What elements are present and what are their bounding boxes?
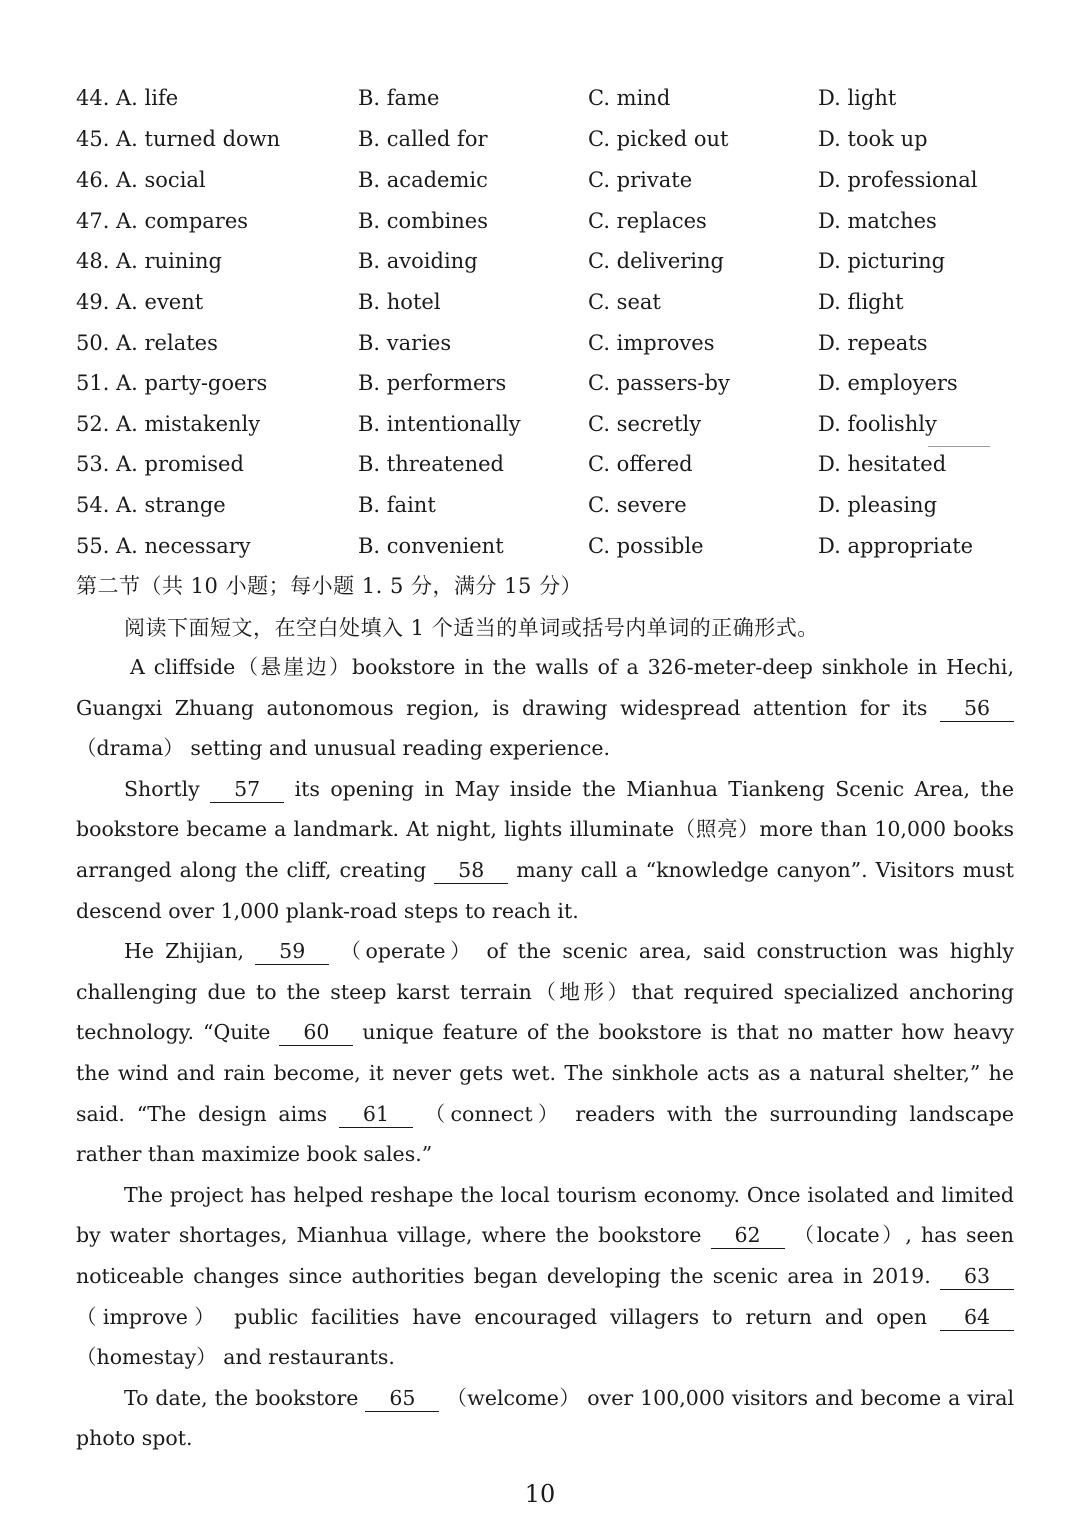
paragraph-4 [76, 1175, 1014, 1378]
question-number: 44. [76, 86, 110, 110]
question-number: 48. [76, 249, 110, 273]
blank-64: 64 [940, 1304, 1014, 1331]
option-a: A. necessary [116, 534, 251, 558]
option-d: D. repeats [818, 331, 928, 355]
question-number: 49. [76, 290, 110, 314]
option-c: C. seat [588, 290, 661, 314]
blank-62: 62 [711, 1222, 785, 1249]
paragraph-text: To date, the bookstore [124, 1385, 366, 1410]
option-b: B. called for [358, 127, 488, 151]
paragraph-text: unique feature of the bookstore is that no matter how heavy the wind and rain become, it never gets wet. The sinkhole acts as a natural shelter,” he said. “The design aims [76, 1020, 1015, 1126]
option-c: C. private [588, 168, 693, 192]
question-number: 52. [76, 412, 110, 436]
paragraph-text: He Zhijian, [124, 939, 256, 964]
option-b: B. fame [358, 86, 440, 110]
paragraph-text: （homestay） and restaurants. [76, 1345, 395, 1370]
option-d: D. took up [818, 127, 928, 151]
option-c: C. improves [588, 331, 715, 355]
paragraph-text: Shortly [124, 776, 211, 801]
paragraph-text: （welcome） over 100,000 visitors and become a viral photo spot. [76, 1385, 1014, 1451]
option-d: D. light [818, 86, 897, 110]
blank-57: 57 [210, 776, 284, 803]
option-a: A. party-goers [116, 371, 268, 395]
paragraph-5 [76, 1378, 1014, 1459]
option-a: A. event [116, 290, 204, 314]
blank-63: 63 [940, 1263, 1014, 1290]
option-c: C. mind [588, 86, 671, 110]
page-number: 10 [524, 1480, 556, 1508]
option-d: D. matches [818, 209, 937, 233]
blank-56: 56 [940, 695, 1014, 722]
option-a: A. compares [116, 209, 249, 233]
option-c: C. offered [588, 452, 693, 476]
option-b: B. intentionally [358, 412, 521, 436]
option-d: D. appropriate [818, 534, 974, 558]
blank-61: 61 [339, 1101, 413, 1128]
option-row-55 [0, 526, 1080, 566]
option-d: D. picturing [818, 249, 946, 273]
option-a: A. life [116, 86, 179, 110]
option-a: A. turned down [116, 127, 281, 151]
question-number: 51. [76, 371, 110, 395]
option-row-44 [0, 78, 1080, 118]
option-d: D. hesitated [818, 452, 947, 476]
option-b: B. combines [358, 209, 488, 233]
paragraph-text: many call a “knowledge canyon”. Visitors must descend over 1,000 plank-road steps to reach it. [76, 857, 1014, 923]
question-number: 54. [76, 493, 110, 517]
question-number: 46. [76, 168, 110, 192]
paragraph-text: A cliffside（悬崖边）bookstore in the walls of a 326-meter-deep sinkhole in Hechi, Guangxi Zhuang autonomous region, is drawing widespread attention for its [76, 655, 1014, 720]
paragraph-3 [76, 931, 1014, 1175]
section-instruction: 阅读下面短文，在空白处填入 1 个适当的单词或括号内单词的正确形式。 [124, 616, 819, 640]
option-b: B. convenient [358, 534, 504, 558]
option-row-52 [0, 404, 1080, 444]
option-c: C. replaces [588, 209, 707, 233]
reading-passage [76, 647, 1014, 1459]
option-b: B. performers [358, 371, 507, 395]
question-number: 47. [76, 209, 110, 233]
option-row-47 [0, 201, 1080, 241]
option-c: C. secretly [588, 412, 702, 436]
paragraph-text: The project has helped reshape the local tourism economy. Once isolated and limited by water shortages, Mianhua village, where the bookstore [76, 1182, 1014, 1248]
option-a: A. relates [116, 331, 218, 355]
option-b: B. varies [358, 331, 452, 355]
scan-mark-line [928, 446, 990, 447]
question-number: 53. [76, 452, 110, 476]
option-d: D. employers [818, 371, 958, 395]
option-row-54 [0, 485, 1080, 525]
option-row-45 [0, 119, 1080, 159]
option-a: A. strange [116, 493, 226, 517]
option-b: B. faint [358, 493, 436, 517]
option-d: D. flight [818, 290, 904, 314]
option-b: B. threatened [358, 452, 504, 476]
paragraph-text: its opening in May inside the Mianhua Tiankeng Scenic Area, the bookstore became a landmark. At night, lights illuminate（照亮）more than 10,000 books arranged along the cliff, creating [76, 776, 1014, 882]
option-b: B. academic [358, 168, 488, 192]
option-c: C. passers-by [588, 371, 730, 395]
option-row-50 [0, 323, 1080, 363]
question-number: 55. [76, 534, 110, 558]
option-a: A. social [116, 168, 206, 192]
option-b: B. avoiding [358, 249, 478, 273]
paragraph-text: （drama） setting and unusual reading experience. [76, 736, 610, 761]
option-d: D. professional [818, 168, 978, 192]
option-d: D. foolishly [818, 412, 937, 436]
question-number: 45. [76, 127, 110, 151]
option-c: C. picked out [588, 127, 729, 151]
option-row-46 [0, 160, 1080, 200]
paragraph-2 [76, 769, 1014, 931]
question-number: 50. [76, 331, 110, 355]
option-d: D. pleasing [818, 493, 938, 517]
section-title: 第二节（共 10 小题；每小题 1. 5 分，满分 15 分） [76, 574, 583, 598]
option-row-48 [0, 241, 1080, 281]
blank-65: 65 [365, 1385, 439, 1412]
blank-58: 58 [434, 857, 508, 884]
blank-60: 60 [279, 1019, 353, 1046]
paragraph-text: （connect） readers with the surrounding landscape rather than maximize book sales.” [76, 1101, 1015, 1167]
option-c: C. possible [588, 534, 704, 558]
option-row-49 [0, 282, 1080, 322]
blank-59: 59 [255, 938, 329, 965]
option-c: C. severe [588, 493, 687, 517]
paragraph-text: （improve） public facilities have encouraged villagers to return and open [76, 1304, 940, 1329]
paragraph-text: （locate）, has seen noticeable changes since authorities began developing the scenic area in 2019. [76, 1223, 1014, 1288]
option-a: A. mistakenly [116, 412, 261, 436]
option-c: C. delivering [588, 249, 724, 273]
option-a: A. promised [116, 452, 244, 476]
paragraph-text: （operate） of the scenic area, said construction was highly challenging due to the steep karst terrain（地形）that required specialized anchoring technology. “Quite [76, 939, 1014, 1045]
option-row-51 [0, 363, 1080, 403]
option-b: B. hotel [358, 290, 441, 314]
option-row-53 [0, 444, 1080, 484]
option-a: A. ruining [116, 249, 223, 273]
paragraph-1 [76, 647, 1014, 769]
